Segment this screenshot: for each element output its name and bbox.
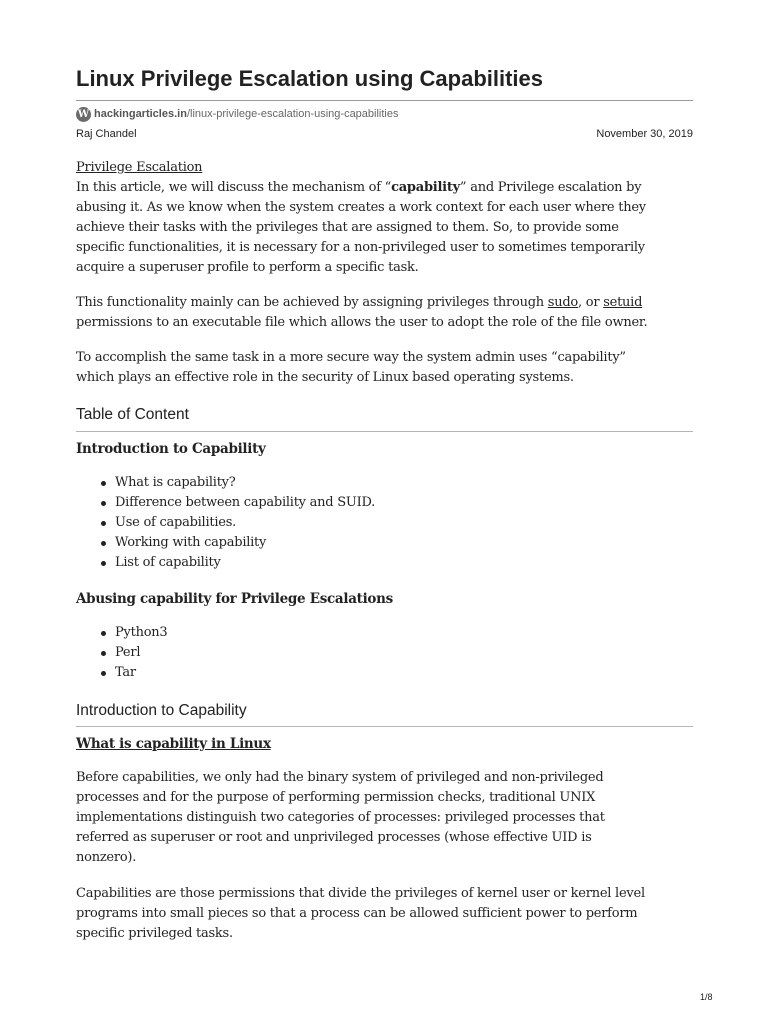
functionality-line-2: permissions to an executable file which allows the user to adopt the role of the file owner. — [76, 315, 648, 330]
toc-group-abusing-heading: Abusing capability for Privilege Escalations — [76, 591, 393, 607]
title-divider — [76, 100, 693, 101]
section-subheading: What is capability in Linux — [76, 736, 271, 752]
list-item: Difference between capability and SUID. — [76, 493, 693, 513]
list-item: What is capability? — [76, 473, 693, 493]
intro-line-4: specific functionalities, it is necessary for a non-privileged user to sometimes temporarily — [76, 240, 645, 255]
source-line — [76, 105, 398, 123]
functionality-line-1: This functionality mainly can be achieved by assigning privileges through sudo, or setuid — [76, 295, 643, 310]
toc-heading: Table of Content — [76, 406, 189, 423]
before-capabilities-paragraph: Before capabilities, we only had the binary system of privileged and non-privileged processes and for the purpose of performing permission checks, traditional UNIX implementations distinguish two categories of processes: privileged processes that referred as superuser or root and unprivileged processes (whose effective UID is nonzero). — [76, 770, 605, 865]
intro-line-2: abusing it. As we know when the system creates a work context for each user where they — [76, 200, 646, 215]
section-heading: Introduction to Capability — [76, 702, 247, 719]
source-path[interactable]: /linux-privilege-escalation-using-capabilities — [186, 108, 399, 120]
list-item: Tar — [76, 663, 693, 683]
sudo-link[interactable]: sudo — [547, 295, 578, 310]
capabilities-definition-paragraph: Capabilities are those permissions that divide the privileges of kernel user or kernel level programs into small pieces so that a process can be allowed sufficient power to perform specific privileged tasks. — [76, 886, 645, 941]
list-item: Working with capability — [76, 533, 693, 553]
article-meta — [76, 128, 693, 140]
wordpress-icon: W — [77, 108, 90, 120]
capability-bold: capability — [391, 180, 460, 195]
list-item: Python3 — [76, 623, 693, 643]
toc-group-intro-heading: Introduction to Capability — [76, 441, 266, 457]
capability-paragraph: To accomplish the same task in a more secure way the system admin uses “capability” which plays an effective role in the security of Linux based operating systems. — [76, 350, 626, 385]
intro-paragraph — [76, 158, 693, 278]
publish-date: November 30, 2019 — [596, 128, 693, 140]
page-number: 1/8 — [700, 992, 713, 1002]
source-domain[interactable]: hackingarticles.in — [94, 108, 187, 120]
toc-divider — [76, 431, 693, 432]
setuid-link[interactable]: setuid — [603, 295, 643, 310]
intro-line-5: acquire a superuser profile to perform a specific task. — [76, 260, 419, 275]
intro-line-3: achieve their tasks with the privileges that are assigned to them. So, to provide some — [76, 220, 619, 235]
list-item: Perl — [76, 643, 693, 663]
section-divider — [76, 726, 693, 727]
author-name: Raj Chandel — [76, 128, 137, 140]
toc-group-abusing-list — [76, 623, 693, 683]
toc-group-intro-list — [76, 473, 693, 573]
intro-line-1: In this article, we will discuss the mechanism of “capability” and Privilege escalation by — [76, 180, 642, 195]
category-link[interactable]: Privilege Escalation — [76, 160, 203, 175]
functionality-paragraph — [76, 293, 693, 333]
list-item: List of capability — [76, 553, 693, 573]
article-title: Linux Privilege Escalation using Capabilities — [76, 66, 544, 91]
list-item: Use of capabilities. — [76, 513, 693, 533]
